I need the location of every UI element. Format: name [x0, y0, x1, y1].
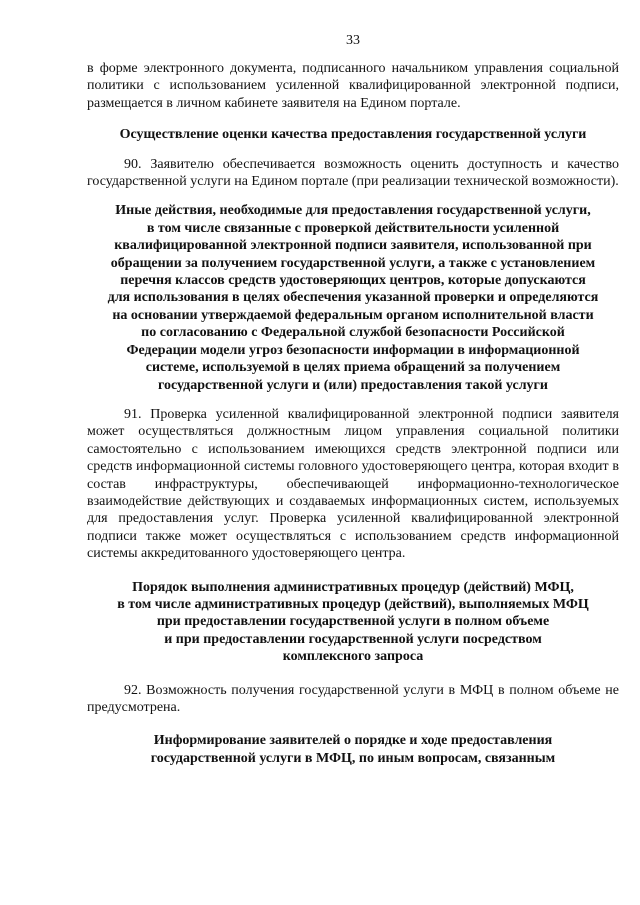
heading-line: государственной услуги в МФЦ, по иным вопросам, связанным: [150, 750, 556, 766]
section-heading-other-actions: [87, 202, 619, 393]
heading-line: квалифицированной электронной подписи заявителя, использованной при: [114, 238, 592, 254]
paragraph-91: 91. Проверка усиленной квалифицированной электронной подписи заявителя может осуществляться должностным лицом управления социальной политики самостоятельно с использованием имеющихся средств электронной подписи или средств информационной системы головного удостоверяющего центра, которая входит в состав инфраструктуры, обеспечивающей информационно-технологическое взаимодействие действующих и создаваемых информационных систем, используемых для предоставления услуг. Проверка усиленной квалифицированной электронной подписи также может осуществляться с использованием средств информационной системы аккредитованного удостоверяющего центра.: [87, 406, 619, 562]
intro-paragraph: в форме электронного документа, подписанного начальником управления социальной политики с использованием усиленной квалифицированной электронной подписи, размещается в личном кабинете заявителя на Едином портале.: [87, 61, 619, 111]
paragraph-92: 92. Возможность получения государственной услуги в МФЦ в полном объеме не предусмотрена.: [87, 682, 619, 715]
heading-line: на основании утверждаемой федеральным органом исполнительной власти: [112, 307, 594, 323]
heading-line: для использования в целях обеспечения указанной проверки и определяются: [107, 290, 599, 306]
heading-line: по согласованию с Федеральной службой безопасности Российской: [141, 325, 565, 341]
paragraph-90: 90. Заявителю обеспечивается возможность оценить доступность и качество государственной услуги на Едином портале (при реализации технической возможности).: [87, 156, 619, 190]
heading-line: при предоставлении государственной услуги в полном объеме: [156, 614, 550, 630]
heading-line: обращении за получением государственной услуги, а также с установлением: [110, 255, 596, 271]
heading-line: комплексного запроса: [282, 649, 424, 665]
heading-line: в том числе административных процедур (действий), выполняемых МФЦ: [117, 596, 589, 612]
heading-line: Федерации модели угроз безопасности информации в информационной: [126, 342, 580, 358]
heading-line: государственной услуги и (или) предоставления такой услуги: [158, 377, 548, 393]
heading-line: Порядок выполнения административных процедур (действий) МФЦ,: [132, 579, 574, 595]
section-heading-informing-applicants: [87, 732, 619, 767]
section-heading-quality-assessment: Осуществление оценки качества предоставления государственной услуги: [119, 127, 587, 143]
page-number: 33: [346, 33, 360, 48]
document-page: [87, 32, 619, 767]
heading-line: в том числе связанные с проверкой действительности усиленной: [146, 220, 560, 236]
heading-line: Иные действия, необходимые для предоставления государственной услуги,: [115, 203, 591, 219]
heading-line: перечня классов средств удостоверяющих центров, которые допускаются: [120, 273, 586, 289]
heading-line: системе, используемой в целях приема обращений за получением: [145, 360, 561, 376]
heading-line: и при предоставлении государственной услуги посредством: [164, 631, 542, 647]
heading-line: Информирование заявителей о порядке и ходе предоставления: [153, 733, 553, 749]
section-heading-mfc-procedures: [87, 579, 619, 666]
